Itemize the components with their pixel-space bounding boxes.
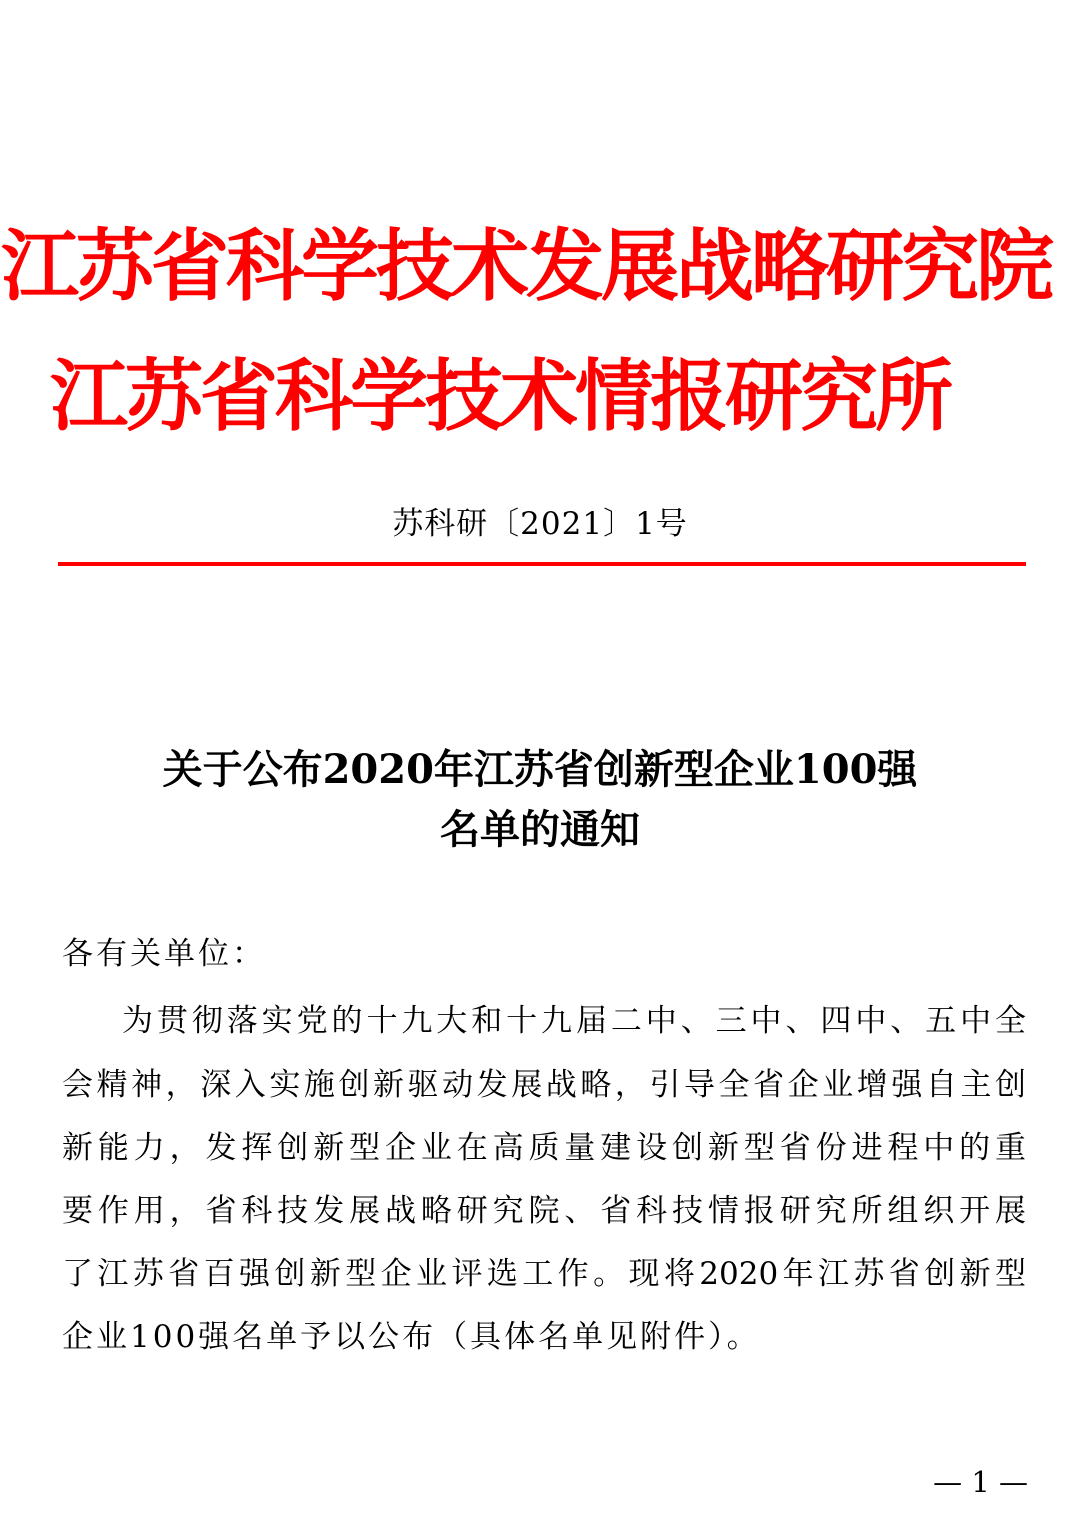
page-number: — 1 —	[933, 1465, 1028, 1499]
body-text-line: 企业100强名单予以公布（具体名单见附件）。	[62, 1319, 761, 1355]
body-text-line: 会精神，深入实施创新驱动发展战略，引导全省企业增强自主创	[62, 1067, 1026, 1103]
salutation: 各有关单位：	[62, 936, 266, 972]
body-text-line: 为贯彻落实党的十九大和十九届二中、三中、四中、五中全	[122, 1003, 1026, 1039]
notice-title-line-2: 名单的通知	[440, 806, 640, 853]
red-divider-rule	[58, 562, 1026, 566]
body-text-line: 新能力，发挥创新型企业在高质量建设创新型省份进程中的重	[62, 1130, 1026, 1166]
notice-title-line-1: 关于公布2020年江苏省创新型企业100强	[162, 746, 918, 793]
issuer-name-line-2: 江苏省科学技术情报研究所	[49, 352, 950, 442]
body-text-line: 要作用，省科技发展战略研究院、省科技情报研究所组织开展	[62, 1193, 1026, 1229]
document-number: 苏科研〔2021〕1号	[392, 506, 688, 542]
body-text-line: 了江苏省百强创新型企业评选工作。现将2020年江苏省创新型	[62, 1256, 1026, 1292]
issuer-name-line-1: 江苏省科学技术发展战略研究院	[0, 222, 1051, 312]
